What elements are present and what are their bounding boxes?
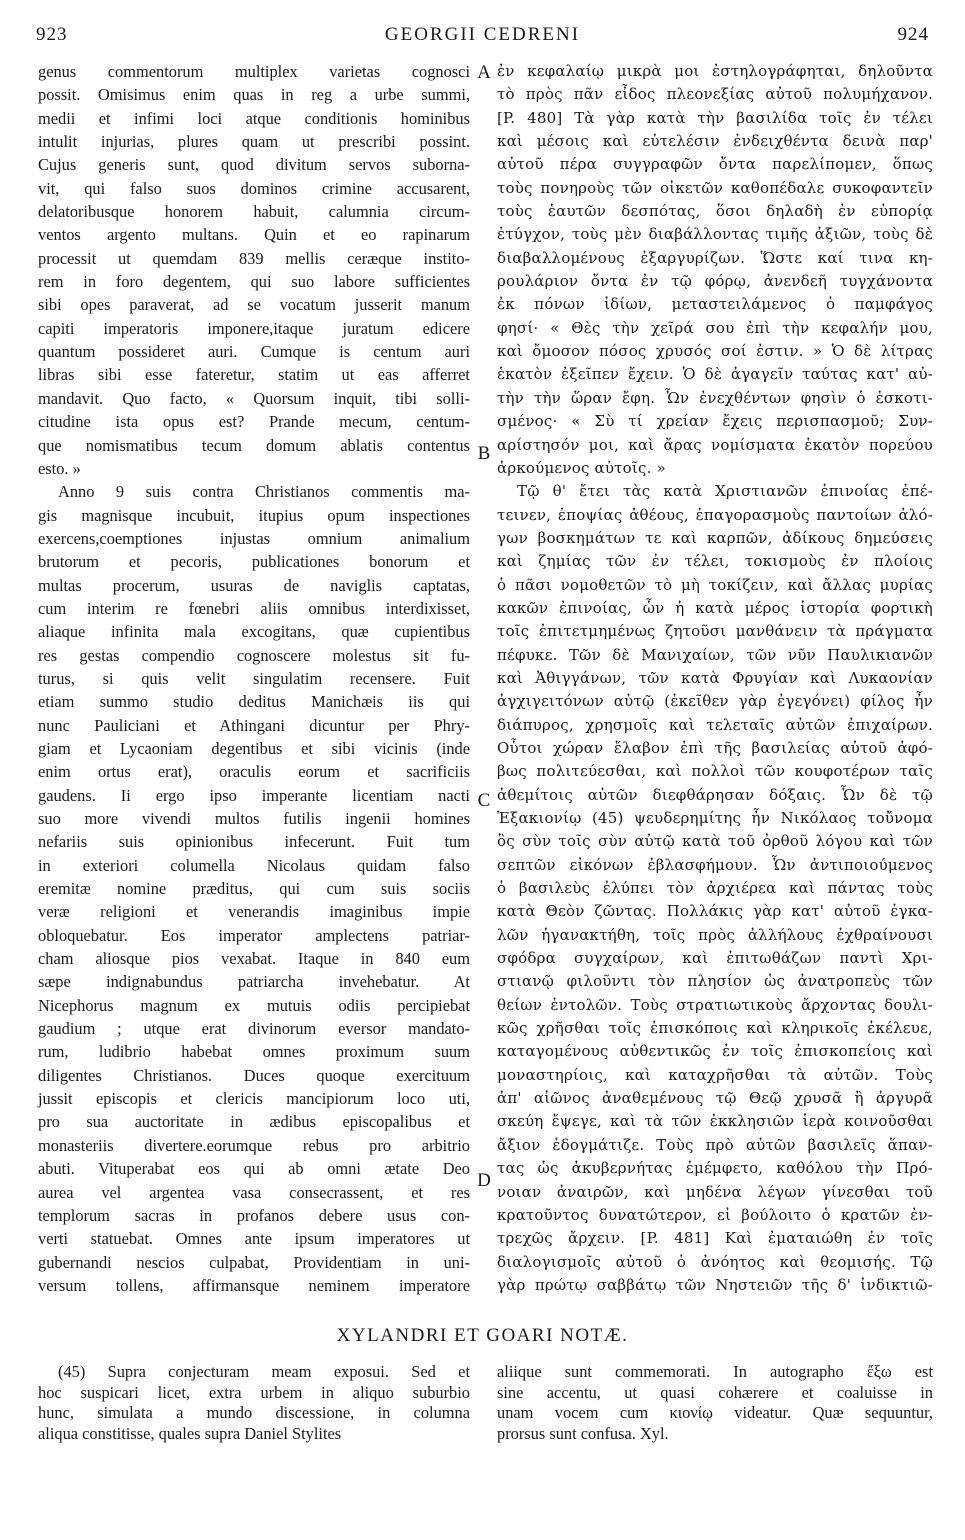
text-line: ὃς σὺν τοῖς σὺν αὐτῷ κατὰ τοῦ ὀρθοῦ λόγου καὶ τῶν — [497, 832, 933, 851]
text-line: γὰρ πρώτῳ σαββάτῳ τῶν Νηστειῶν τῆς δ' ἰνδικτιῶ- — [497, 1275, 933, 1294]
text-line: αρίστησόν μοι, καὶ ἄρας νομίσματα ἑκατὸν πορεύου — [497, 435, 933, 454]
note-line: unam vocem cum κιονίῳ videatur. Quæ sequuntur, — [497, 1403, 933, 1422]
text-line: multas procerum, usuras de naviglis captatas, — [38, 575, 470, 595]
text-line: λῶν ἠγανακτήθη, τοῖς πρὸς ἀλλήλους ἐχθραίνουσι — [497, 925, 933, 944]
text-line: Cujus generis sunt, quod divitum servos suborna- — [38, 155, 470, 175]
text-line: Anno 9 suis contra Christianos commentis ma- — [58, 482, 470, 502]
text-line: in exteriori columella Nicolaus quidam falso — [38, 855, 470, 875]
text-line: καὶ Ἀθιγγάνων, τῶν κατὰ Φρυγίαν καὶ Λυκαονίαν — [497, 668, 933, 687]
text-line: jussit episcopis et clericis mancipiorum loco uti, — [38, 1089, 470, 1109]
text-line: sæpe indignabundus patriarcha invehebatur. At — [38, 972, 470, 992]
text-line: genus commentorum multiplex varietas cognosci — [38, 62, 470, 81]
text-line: versum tollens, affirmansque neminem imperatore — [38, 1275, 470, 1295]
text-line: possit. Omisimus enim quas in reg a urbe summi, — [38, 85, 470, 105]
text-line: res gestas compendio cognoscere molestus sit fu- — [38, 645, 470, 665]
text-line: aliaque infinita mala excogitans, quæ cupientibus — [38, 622, 470, 642]
margin-marker-d: D — [477, 1170, 491, 1191]
text-line: ἑκατὸν ἐξεῖπεν ἔχειν. Ὁ δὲ ἀγαγεῖν ταύτας κατ' αὐ- — [497, 365, 933, 384]
margin-marker-b: B — [477, 443, 491, 464]
text-line: libras sibi esse fateretur, statim ut eas afferret — [38, 365, 470, 385]
text-line: διαβαλλομένους ἐξαργυρίζων. Ὥστε καί τινα κη- — [497, 248, 933, 267]
text-line: etiam summo studio deditus Manichæis iis qui — [38, 692, 470, 712]
text-line: monasteriis divertere.eorumque rebus pro arbitrio — [38, 1135, 470, 1155]
text-line: ἐν κεφαλαίῳ μικρὰ μοι ἐστηλογράφηται, δηλοῦντα — [497, 62, 933, 80]
text-line: κατὰ Θεὸν ζῶντας. Πολλάκις γὰρ κατ' αὐτοῦ ἐγκα- — [497, 902, 933, 921]
text-line: γων βοσκημάτων τε καὶ καρπῶν, ἀδίκους δημεύσεις — [497, 528, 933, 547]
text-line: ventos argento multans. Quin et eo rapinarum — [38, 225, 470, 245]
note-line: sine accentu, ut quasi cohærere et coaluisse in — [497, 1382, 933, 1402]
note-line: aliique sunt commemorati. In autographo ἔξω est — [497, 1362, 933, 1381]
text-line: sibi opes paraverat, ad se vocatum jusserit manum — [38, 295, 470, 315]
text-line: ὁ πᾶσι νομοθετῶν τὸ μὴ τοκίζειν, καὶ ἄλλας μυρίας — [497, 575, 933, 594]
text-line: διάπυρος, χρησμοῖς καὶ τελεταῖς αὐτῶν ἐπιχαίρων. — [497, 715, 933, 734]
text-line: καὶ μέσοις καὶ εὐτελέσιν ἐνδειχθέντα δεινὰ παρ' — [497, 132, 933, 151]
text-line: turus, si quis velit singulatim recensere. Fuit — [38, 668, 470, 688]
text-line: βως πολιτεύεσθαι, καὶ πολλοὶ τῶν κουφοτέρων ταῖς — [497, 762, 933, 781]
text-line: nefariis suis opinionibus infecerunt. Fuit tum — [38, 832, 470, 852]
text-line: καὶ ζημίας τῶν ἐν τέλει, τοκισμοὺς ἐν πλοίοις — [497, 552, 933, 571]
text-line: τοῖς ἐπιτετμημένως ζητοῦσι μανθάνειν τὰ πράγματα — [497, 622, 933, 641]
note-line: prorsus sunt confusa. Xyl. — [497, 1423, 669, 1443]
text-line: vit, qui falso suos dominos crimine accusarent, — [38, 178, 470, 198]
text-line: obloquebatur. Eos imperator amplectens patriar- — [38, 925, 470, 945]
text-line: τεινεν, ἐποψίας ἀθέους, ἐπαγορασμοὺς παντοίων ἀλό- — [497, 505, 933, 524]
text-line: στιανῷ φιλοῦντι τὸν πλησίον ὡς ἀνατροπεὺς τῶν — [497, 972, 933, 991]
note-line: (45) Supra conjecturam meam exposui. Sed et — [58, 1362, 470, 1381]
text-line: αὐτοῦ πέρα συγγραφῶν ὄντα παρελίπομεν, ὅπως — [497, 155, 933, 174]
text-line: σμένος· « Σὺ τί χρείαν ἔχεις περισπασμοῦ; Συν- — [497, 412, 933, 431]
greek-column — [497, 60, 933, 1297]
page-number-right: 924 — [897, 24, 929, 45]
text-line: Ἐξακιονίῳ (45) ψευδερημίτης ἦν Νικόλαος τοὔνομα — [497, 809, 933, 827]
notes-right-column — [497, 1362, 933, 1444]
text-line: gaudium ; utque erat divinorum eversor mandato- — [38, 1019, 470, 1039]
text-line: gaudens. Ii ergo ipso imperante licentiam nacti — [38, 785, 470, 805]
note-line: hunc, simulata a mundo discessione, in columna — [38, 1403, 470, 1422]
text-line: intulit injurias, plures quam ut prescribi possint. — [38, 132, 470, 152]
text-line: ἐκ πόνων ἰδίων, μεταστειλάμενος ὁ παμφάγος — [497, 295, 933, 314]
text-line: medii et infimi loci atque conditionis hominibus — [38, 108, 470, 128]
text-line: delatoribusque honorem habuit, calumnia circum- — [38, 202, 470, 222]
text-line: rum, ludibrio habebat omnes proximum suum — [38, 1042, 470, 1062]
text-line: ὁ βασιλεὺς ἐλύπει τὸν ἀρχιέρεα καὶ πάντας τοὺς — [497, 879, 933, 898]
text-line: cum interim re fœnebri aliis omnibus interdixisset, — [38, 598, 470, 618]
text-line: διαλογισμοῖς αὐτοῦ ὁ ἀνόητος καὶ θεομισής. Τῷ — [497, 1252, 933, 1271]
text-line: τὸ πρὸς πᾶν εἶδος πλεονεξίας αὐτοῦ πολυμήχανον. — [497, 85, 933, 104]
text-line: veræ religioni et venerandis imaginibus impie — [38, 902, 470, 922]
page-header — [36, 18, 929, 52]
text-line: rem in foro degentem, qui suo labore sufficientes — [38, 272, 470, 292]
text-line: ἀθεμίτοις αὐτῶν διεφθάρησαν δόξαις. Ὧν δὲ τῷ — [497, 785, 933, 804]
text-line: cham aliosque pios vexabat. Itaque in 840 eum — [38, 949, 470, 969]
text-line: ἀγχιγειτόνων αὐτῷ (ἐκεῖθεν γὰρ ἐγεγόνει) φίλος ἦν — [497, 692, 933, 711]
text-line: σκεύη ἔψεγε, καὶ τὰ τῶν ἐκκλησιῶν ἱερὰ κοινοῦσθαι — [497, 1112, 933, 1131]
text-line: σφόδρα συγχαίρων, καὶ ἐπιτωθάζων παντὶ Χρι- — [497, 949, 933, 968]
text-line: ἀπ' αἰῶνος ἀναθεμένους τῷ Θεῷ χρυσᾶ ἢ ἀργυρᾶ — [497, 1089, 933, 1108]
text-line: que nomismatibus tecum domum ablatis contentus — [38, 435, 470, 455]
text-line: μοναστηρίοις, καὶ καταχρῆσθαι τὰ αὐτῶν. Τοὺς — [497, 1065, 933, 1084]
text-line: exercens,coemptiones injustas omnium animalium — [38, 528, 470, 548]
text-line: mandavit. Quo facto, « Quorsum inquit, tibi solli- — [38, 388, 470, 408]
text-line: καταγομένους αὐθεντικῶς ἐν τοῖς ἐπισκοπείοις καὶ — [497, 1042, 933, 1061]
notes-title: XYLANDRI ET GOARI NOTÆ. — [336, 1325, 629, 1346]
text-line: esto. » — [38, 458, 81, 478]
running-title: GEORGII CEDRENI — [384, 24, 581, 45]
text-line: nunc Pauliciani et Athingani dicuntur per Phry- — [38, 715, 470, 735]
margin-marker-c: C — [477, 790, 491, 811]
text-line: pro sua auctoritate in ædibus episcopalibus et — [38, 1112, 470, 1132]
text-line: κῶς χρῆσθαι τοῖς ἐπισκόποις καὶ κληρικοῖς ἐκέλευε, — [497, 1019, 933, 1038]
text-line: [P. 480] Τὰ γὰρ κατὰ τὴν βασιλίδα τοῖς ἐν τέλει — [497, 108, 933, 127]
text-line: templorum sacras in profanos debere usus con- — [38, 1205, 470, 1225]
text-line: καὶ ὄμοσον πόσος χρυσός σοί ἐστιν. » Ὁ δὲ λίτρας — [497, 342, 933, 361]
text-line: citudine ista opus est? Prande mecum, centum- — [38, 412, 470, 432]
text-line: abuti. Vituperabat eos qui ab omni ætate Deo — [38, 1159, 470, 1179]
text-line: giam et Lycaoniam degentibus et sibi vicinis (inde — [38, 738, 470, 758]
text-line: gis magnisque incubuit, itupius opum inspectiones — [38, 505, 470, 525]
text-line: capiti imperatoris imponere,itaque juratum edicere — [38, 318, 470, 338]
text-line: τρεχῶς ἄρχειν. [P. 481] Καὶ ἐματαιώθη ἐν τοῖς — [497, 1229, 933, 1248]
text-line: enim ortus erat), oraculis eorum et sacrificiis — [38, 762, 470, 782]
note-line: hoc suspicari licet, extra urbem in aliquo suburbio — [38, 1382, 470, 1402]
text-line: κακῶν ἐπινοίας, ὧν ἡ κατὰ μέρος ἱστορία φορτικὴ — [497, 598, 933, 617]
text-line: Nicephorus magnum ex mutuis odiis percipiebat — [38, 995, 470, 1015]
page-number-left: 923 — [36, 24, 68, 45]
text-line: τὴν τὴν ὥραν ἔφη. Ὧν ἐνεχθέντων φησὶν ὁ ἐσκοτι- — [497, 388, 933, 407]
text-line: Τῷ θ' ἔτει τὰς κατὰ Χριστιανῶν ἐπινοίας ἐπέ- — [517, 482, 933, 501]
text-line: ρουλάριον ὄντα ἐν τῷ φόρῳ, ἀνενδεῆ τυγχάνοντα — [497, 272, 933, 291]
text-line: diligentes Christianos. Duces quoque exercituum — [38, 1065, 470, 1085]
note-line: aliqua constitisse, quales supra Daniel Stylites — [38, 1423, 342, 1443]
text-line: brutorum et pecoris, publicationes bonorum et — [38, 552, 470, 572]
text-line: eremitæ nomine præditus, qui cum suis sociis — [38, 879, 470, 899]
text-line: Οὗτοι χώραν ἔλαβον ἐπὶ τῆς βασιλείας αὐτοῦ ἀφό- — [497, 738, 933, 757]
text-line: τας ὡς ἀκυβερνήτας ἐμέμφετο, καθόλου τὴν Πρό- — [497, 1159, 933, 1178]
text-line: θείων ἐντολῶν. Τοὺς στρατιωτικοὺς ἄρχοντας δουλι- — [497, 995, 933, 1014]
text-line: σεπτῶν εἰκόνων ἐβλασφήμουν. Ὧν ἀντιποιούμενος — [497, 855, 933, 874]
text-line: gubernandi nescios culpabat, Providentiam in uni- — [38, 1252, 470, 1272]
text-line: φησί· « Θὲς τὴν χεῖρά σου ἐπὶ τὴν κεφαλήν μου, — [497, 318, 933, 337]
text-line: suo more vivendi multos futilis ingenii homines — [38, 809, 470, 828]
text-line: verti statuebat. Omnes ante ipsum imperatores ut — [38, 1229, 470, 1249]
text-line: processit ut quemdam 839 mellis ceræque institο- — [38, 248, 470, 268]
text-line: ἀρκούμενος αὐτοῖς. » — [497, 458, 666, 477]
text-line: τοὺς ἑαυτῶν δεσπότας, ὅσοι δηλαδὴ ἐν εὐπορίᾳ — [497, 202, 933, 221]
text-line: quantum possideret auri. Cumque is centum auri — [38, 342, 470, 362]
margin-marker-a: A — [477, 62, 491, 83]
text-line: πέφυκε. Τῶν δὲ Μανιχαίων, τῶν νῦν Παυλικιανῶν — [497, 645, 933, 664]
text-line: aurea vel argentea vasa consecrassent, et res — [38, 1182, 470, 1202]
notes-left-column — [38, 1362, 470, 1444]
text-line: κρατοῦντος δυνατώτερον, εἰ βούλοιτο ὁ κρατῶν ἐν- — [497, 1205, 933, 1224]
text-line: νοιαν ἀναιρῶν, καὶ μηδένα λέγων γίνεσθαι τοῦ — [497, 1182, 933, 1201]
text-line: τοὺς πονηροὺς τῶν οἰκετῶν καθοπέδαλε συκοφαντεῖν — [497, 178, 933, 197]
latin-column — [38, 60, 470, 1297]
text-line: ἐτύγχον, τοὺς μὲν διαβάλλοντας τιμῆς ἀξιῶν, τοὺς δὲ — [497, 225, 933, 244]
text-line: ἄξιον ἐδογμάτιζε. Τοὺς πρὸ αὐτῶν βασιλεῖς ἅπαν- — [497, 1135, 933, 1154]
